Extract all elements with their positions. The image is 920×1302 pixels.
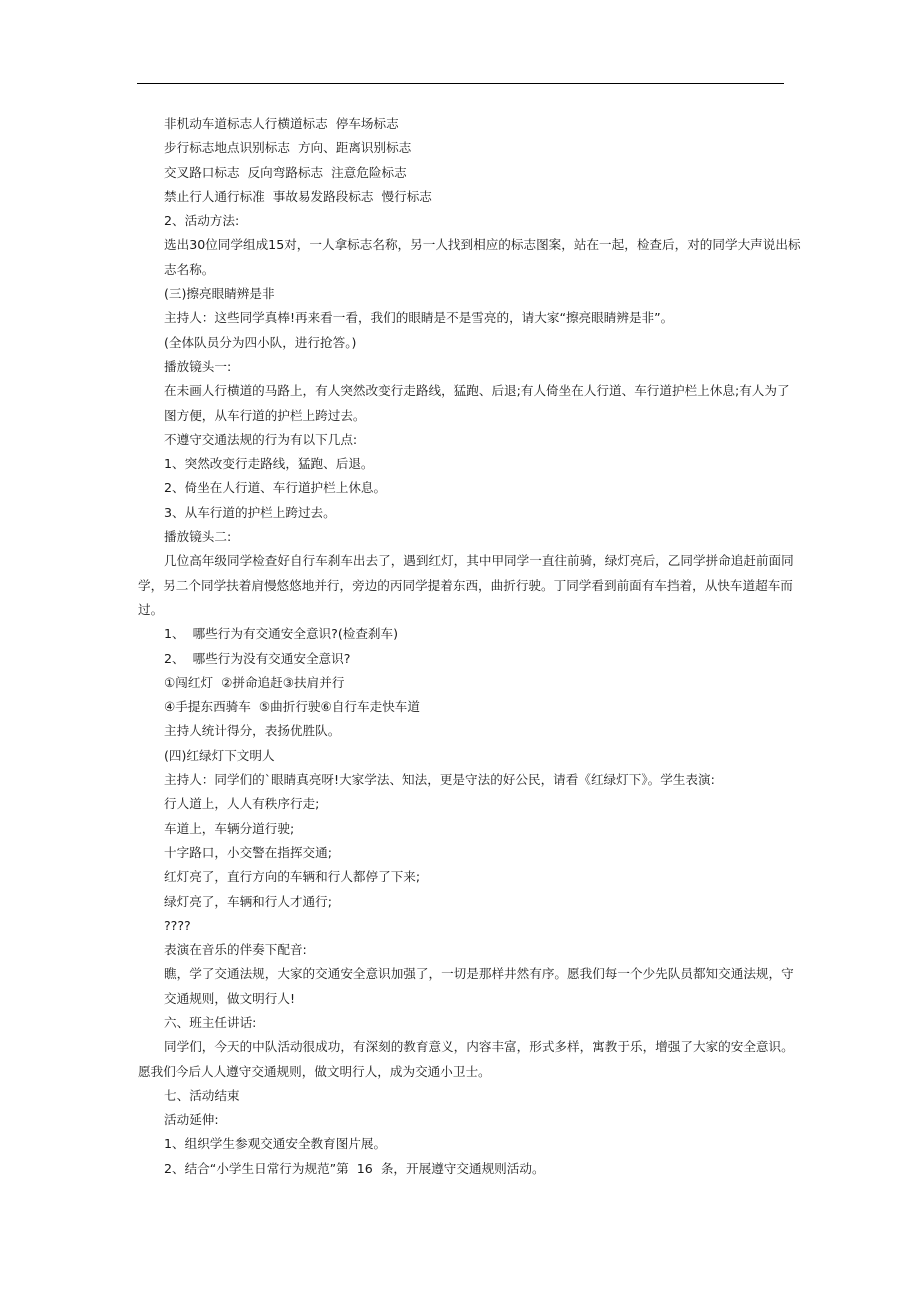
text-line: 2、活动方法: [164, 213, 240, 229]
text-line: 几位高年级同学检查好自行车刹车出去了，遇到红灯，其中甲同学一直往前骑，绿灯亮后，乙同学拼命追赶前面同 [164, 553, 794, 569]
text-line: 非机动车道标志人行横道标志 停车场标志 [164, 116, 399, 131]
text-line: 步行标志地点识别标志 方向、距离识别标志 [164, 140, 412, 156]
text-line: 瞧，学了交通法规，大家的交通安全意识加强了，一切是那样井然有序。愿我们每一个少先队员都知交通法规，守 [164, 966, 794, 982]
document-body [138, 112, 801, 1181]
text-line: 禁止行人通行标准 事故易发路段标志 慢行标志 [164, 188, 432, 204]
text-line: 选出30位同学组成15对，一人拿标志名称，另一人找到相应的标志图案，站在一起，检查后，对的同学大声说出标 [164, 237, 801, 253]
text-line: 主持人：这些同学真棒!再来看一看，我们的眼睛是不是雪亮的，请大家“擦亮眼睛辨是非”。 [164, 310, 674, 326]
text-line: 主持人：同学们的`眼睛真亮呀!大家学法、知法，更是守法的好公民，请看《红绿灯下》。学生表演: [164, 772, 715, 788]
text-line: 1、突然改变行走路线，猛跑、后退。 [164, 456, 374, 472]
text-line: (全体队员分为四小队，进行抢答。) [164, 334, 357, 350]
text-line: 2、 哪些行为没有交通安全意识? [164, 650, 351, 666]
text-line: 绿灯亮了，车辆和行人才通行; [164, 893, 332, 909]
text-line: 交通规则，做文明行人! [164, 990, 295, 1006]
text-line: 2、倚坐在人行道、车行道护栏上休息。 [164, 480, 387, 496]
text-line: 活动延伸: [164, 1112, 219, 1128]
text-line: 过。 [138, 601, 164, 617]
text-line: 表演在音乐的伴奏下配音: [164, 942, 307, 958]
text-line: (三)擦亮眼睛辨是非 [164, 286, 275, 302]
text-line: (四)红绿灯下文明人 [164, 747, 275, 763]
text-line: 在未画人行横道的马路上，有人突然改变行走路线，猛跑、后退;有人倚坐在人行道、车行道护栏上休息;有人为了 [164, 383, 790, 399]
text-line: 六、班主任讲话: [164, 1014, 257, 1030]
text-line: 播放镜头一: [164, 358, 232, 374]
text-line: 同学们，今天的中队活动很成功，有深刻的教育意义，内容丰富，形式多样，寓教于乐，增强了大家的安全意识。 [164, 1039, 794, 1055]
text-line: 志名称。 [164, 261, 215, 277]
text-line: ④手提东西骑车 ⑤曲折行驶⑥自行车走快车道 [164, 699, 420, 715]
text-line: 车道上，车辆分道行驶; [164, 820, 295, 836]
text-line: 1、组织学生参观交通安全教育图片展。 [164, 1136, 387, 1152]
text-line: 播放镜头二: [164, 529, 232, 545]
text-line: 主持人统计得分，表扬优胜队。 [164, 723, 341, 739]
text-line: 图方便，从车行道的护栏上跨过去。 [164, 407, 366, 423]
text-line: 2、结合“小学生日常行为规范”第 16 条，开展遵守交通规则活动。 [164, 1160, 545, 1176]
header-rule [137, 83, 784, 84]
text-line: 十字路口，小交警在指挥交通; [164, 844, 332, 860]
text-line: 七、活动结束 [164, 1087, 240, 1103]
text-line: 愿我们今后人人遵守交通规则，做文明行人，成为交通小卫士。 [138, 1063, 491, 1079]
text-line: 行人道上，人人有秩序行走; [164, 796, 320, 812]
text-line: 1、 哪些行为有交通安全意识?(检查刹车) [164, 626, 399, 642]
text-line: 学，另二个同学扶着肩慢悠悠地并行，旁边的丙同学提着东西，曲折行驶。丁同学看到前面有车挡着，从快车道超车而 [138, 577, 793, 593]
text-line: 交叉路口标志 反向弯路标志 注意危险标志 [164, 164, 407, 180]
text-line: 3、从车行道的护栏上跨过去。 [164, 504, 336, 520]
text-line: ???? [164, 917, 191, 933]
text-line: 红灯亮了，直行方向的车辆和行人都停了下来; [164, 869, 421, 885]
text-line: ①闯红灯 ②拼命追赶③扶肩并行 [164, 674, 345, 690]
text-line: 不遵守交通法规的行为有以下几点: [164, 431, 358, 447]
